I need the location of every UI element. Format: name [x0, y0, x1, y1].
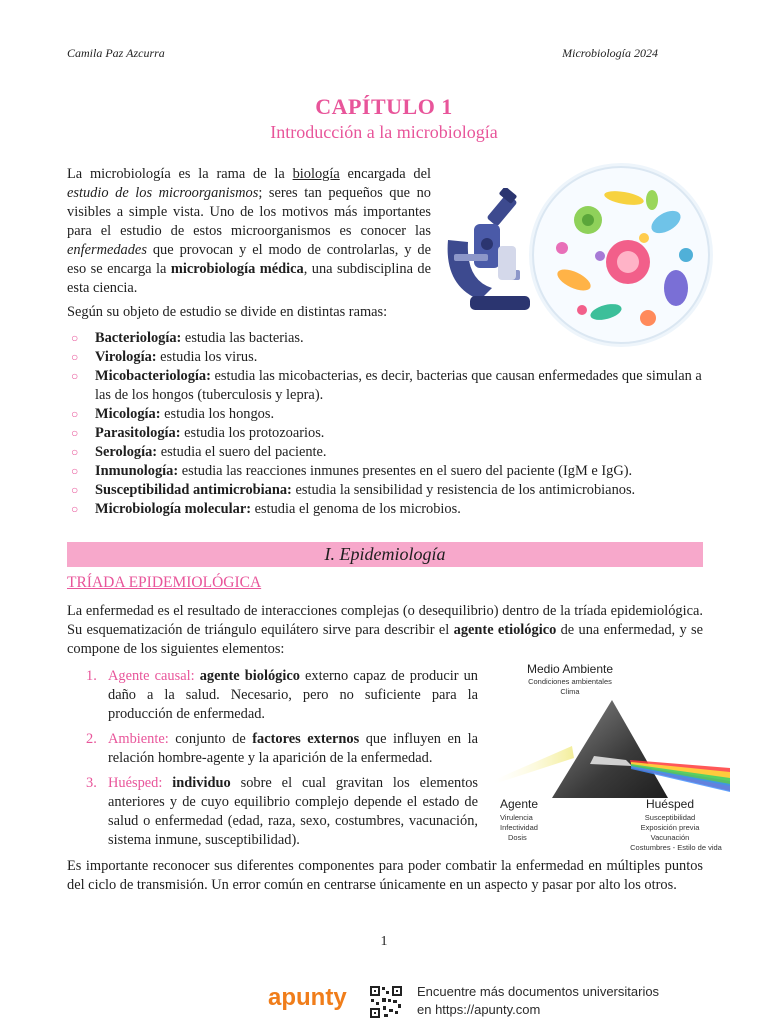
list-item: ○ Virología: estudia los virus. — [71, 349, 258, 365]
branches-list — [67, 329, 707, 519]
chapter-subtitle: Introducción a la microbiología — [270, 122, 498, 142]
list-item: ○ Bacteriología: estudia las bacterias. — [71, 330, 304, 346]
epidemiological-triad-figure — [490, 656, 732, 854]
apunty-logo[interactable] — [266, 979, 358, 1019]
figure-left-sub2: Infectividad — [500, 823, 538, 832]
branches-intro: Según su objeto de estudio se divide en distintas ramas: — [67, 304, 388, 320]
list-item: 3. Huésped: individuo sobre el cual gravitan los elementos anteriores y de cuyo equilibrio complejo depende el estado de salud o enfermedad (edad, raza, sexo, costumbres, vacunación, sistema inmune, susceptibilidad). — [86, 775, 478, 848]
figure-left-sub3: Dosis — [508, 833, 527, 842]
figure-right-sub2: Exposición previa — [640, 823, 700, 832]
microorganisms-illustration — [526, 160, 716, 350]
apunty-logo-text: apunty — [268, 984, 347, 1011]
circle-bullet-icon: ○ — [71, 426, 79, 440]
triada-heading: TRÍADA EPIDEMIOLÓGICA — [67, 574, 262, 591]
triada-paragraph: La enfermedad es el resultado de interacciones complejas (o desequilibrio) dentro de la tríada epidemiológica. Su esquematización de triángulo equilátero sirve para describir el agente etiológico de una enfermedad, y se compone de los siguientes elementos: — [67, 603, 704, 657]
circle-bullet-icon: ○ — [71, 369, 79, 383]
chapter-title: CAPÍTULO 1 — [315, 94, 453, 119]
list-item: 1. Agente causal: agente biológico externo capaz de producir un daño a la salud. Necesario, pero no suficiente para la producción de enfermedad. — [86, 668, 478, 722]
header-course: Microbiología 2024 — [562, 46, 658, 60]
figure-left-title: Agente — [500, 797, 539, 811]
footer-text — [417, 983, 659, 1019]
figure-top-sub1: Condiciones ambientales — [528, 677, 612, 686]
list-item: ○ Microbiología molecular: estudia el genoma de los microbios. — [71, 501, 461, 517]
figure-top-sub2: Clima — [560, 687, 580, 696]
closing-paragraph: Es importante reconocer sus diferentes componentes para poder combatir la enfermedad en múltiples puntos del ciclo de transmisión. Un error común en centrarse únicamente en un aspecto y pasar por alto los otros. — [67, 858, 703, 893]
figure-right-sub4: Costumbres - Estilo de vida — [630, 843, 722, 852]
circle-bullet-icon: ○ — [71, 502, 79, 516]
section-title: I. Epidemiología — [324, 544, 446, 564]
figure-right-sub1: Susceptibilidad — [644, 813, 696, 822]
biologia-link[interactable]: biología — [292, 166, 340, 182]
circle-bullet-icon: ○ — [71, 407, 79, 421]
circle-bullet-icon: ○ — [71, 464, 79, 478]
intro-paragraph: La microbiología es la rama de la biología encargada del estudio de los microorganismos; seres tan pequeños que no visibles a simple vista. Uno de los motivos más importantes para el estudio de estos microorganismos es conocer las enfermedades que provocan y el modo de controlarlas, y de eso se encarga la microbiología médica, una subdisciplina de esta ciencia. — [67, 166, 431, 296]
list-item: ○ Micología: estudia los hongos. — [71, 406, 275, 422]
figure-top-title: Medio Ambiente — [526, 662, 614, 676]
circle-bullet-icon: ○ — [71, 331, 79, 345]
elements-list — [86, 667, 478, 856]
list-item: ○ Parasitología: estudia los protozoarios. — [71, 425, 325, 441]
qr-code-icon[interactable] — [369, 985, 403, 1019]
circle-bullet-icon: ○ — [71, 483, 79, 497]
page-number: 1 — [380, 934, 388, 949]
footer-line2[interactable]: en https://apunty.com — [417, 1002, 541, 1017]
list-item: 2. Ambiente: conjunto de factores externos que influyen en la relación hombre-agente y la aparición de la enfermedad. — [86, 731, 478, 766]
list-item: ○ Serología: estudia el suero del paciente. — [71, 444, 327, 460]
list-item: ○ Micobacteriología: estudia las micobacterias, es decir, bacterias que causan enfermedades que simulan a las de los hongos (tuberculosis y lepra). — [71, 368, 702, 403]
circle-bullet-icon: ○ — [71, 445, 79, 459]
figure-left-sub1: Virulencia — [500, 813, 533, 822]
list-item: ○ Inmunología: estudia las reacciones inmunes presentes en el suero del paciente (IgM e IgG). — [71, 463, 633, 479]
footer-line1: Encuentre más documentos universitarios — [417, 984, 660, 999]
header-author: Camila Paz Azcurra — [67, 46, 165, 60]
circle-bullet-icon: ○ — [71, 350, 79, 364]
list-item: ○ Susceptibilidad antimicrobiana: estudia la sensibilidad y resistencia de los antimicrobianos. — [71, 482, 636, 498]
figure-right-title: Huésped — [645, 797, 695, 811]
microscope-illustration — [440, 188, 540, 318]
figure-right-sub3: Vacunación — [650, 833, 690, 842]
